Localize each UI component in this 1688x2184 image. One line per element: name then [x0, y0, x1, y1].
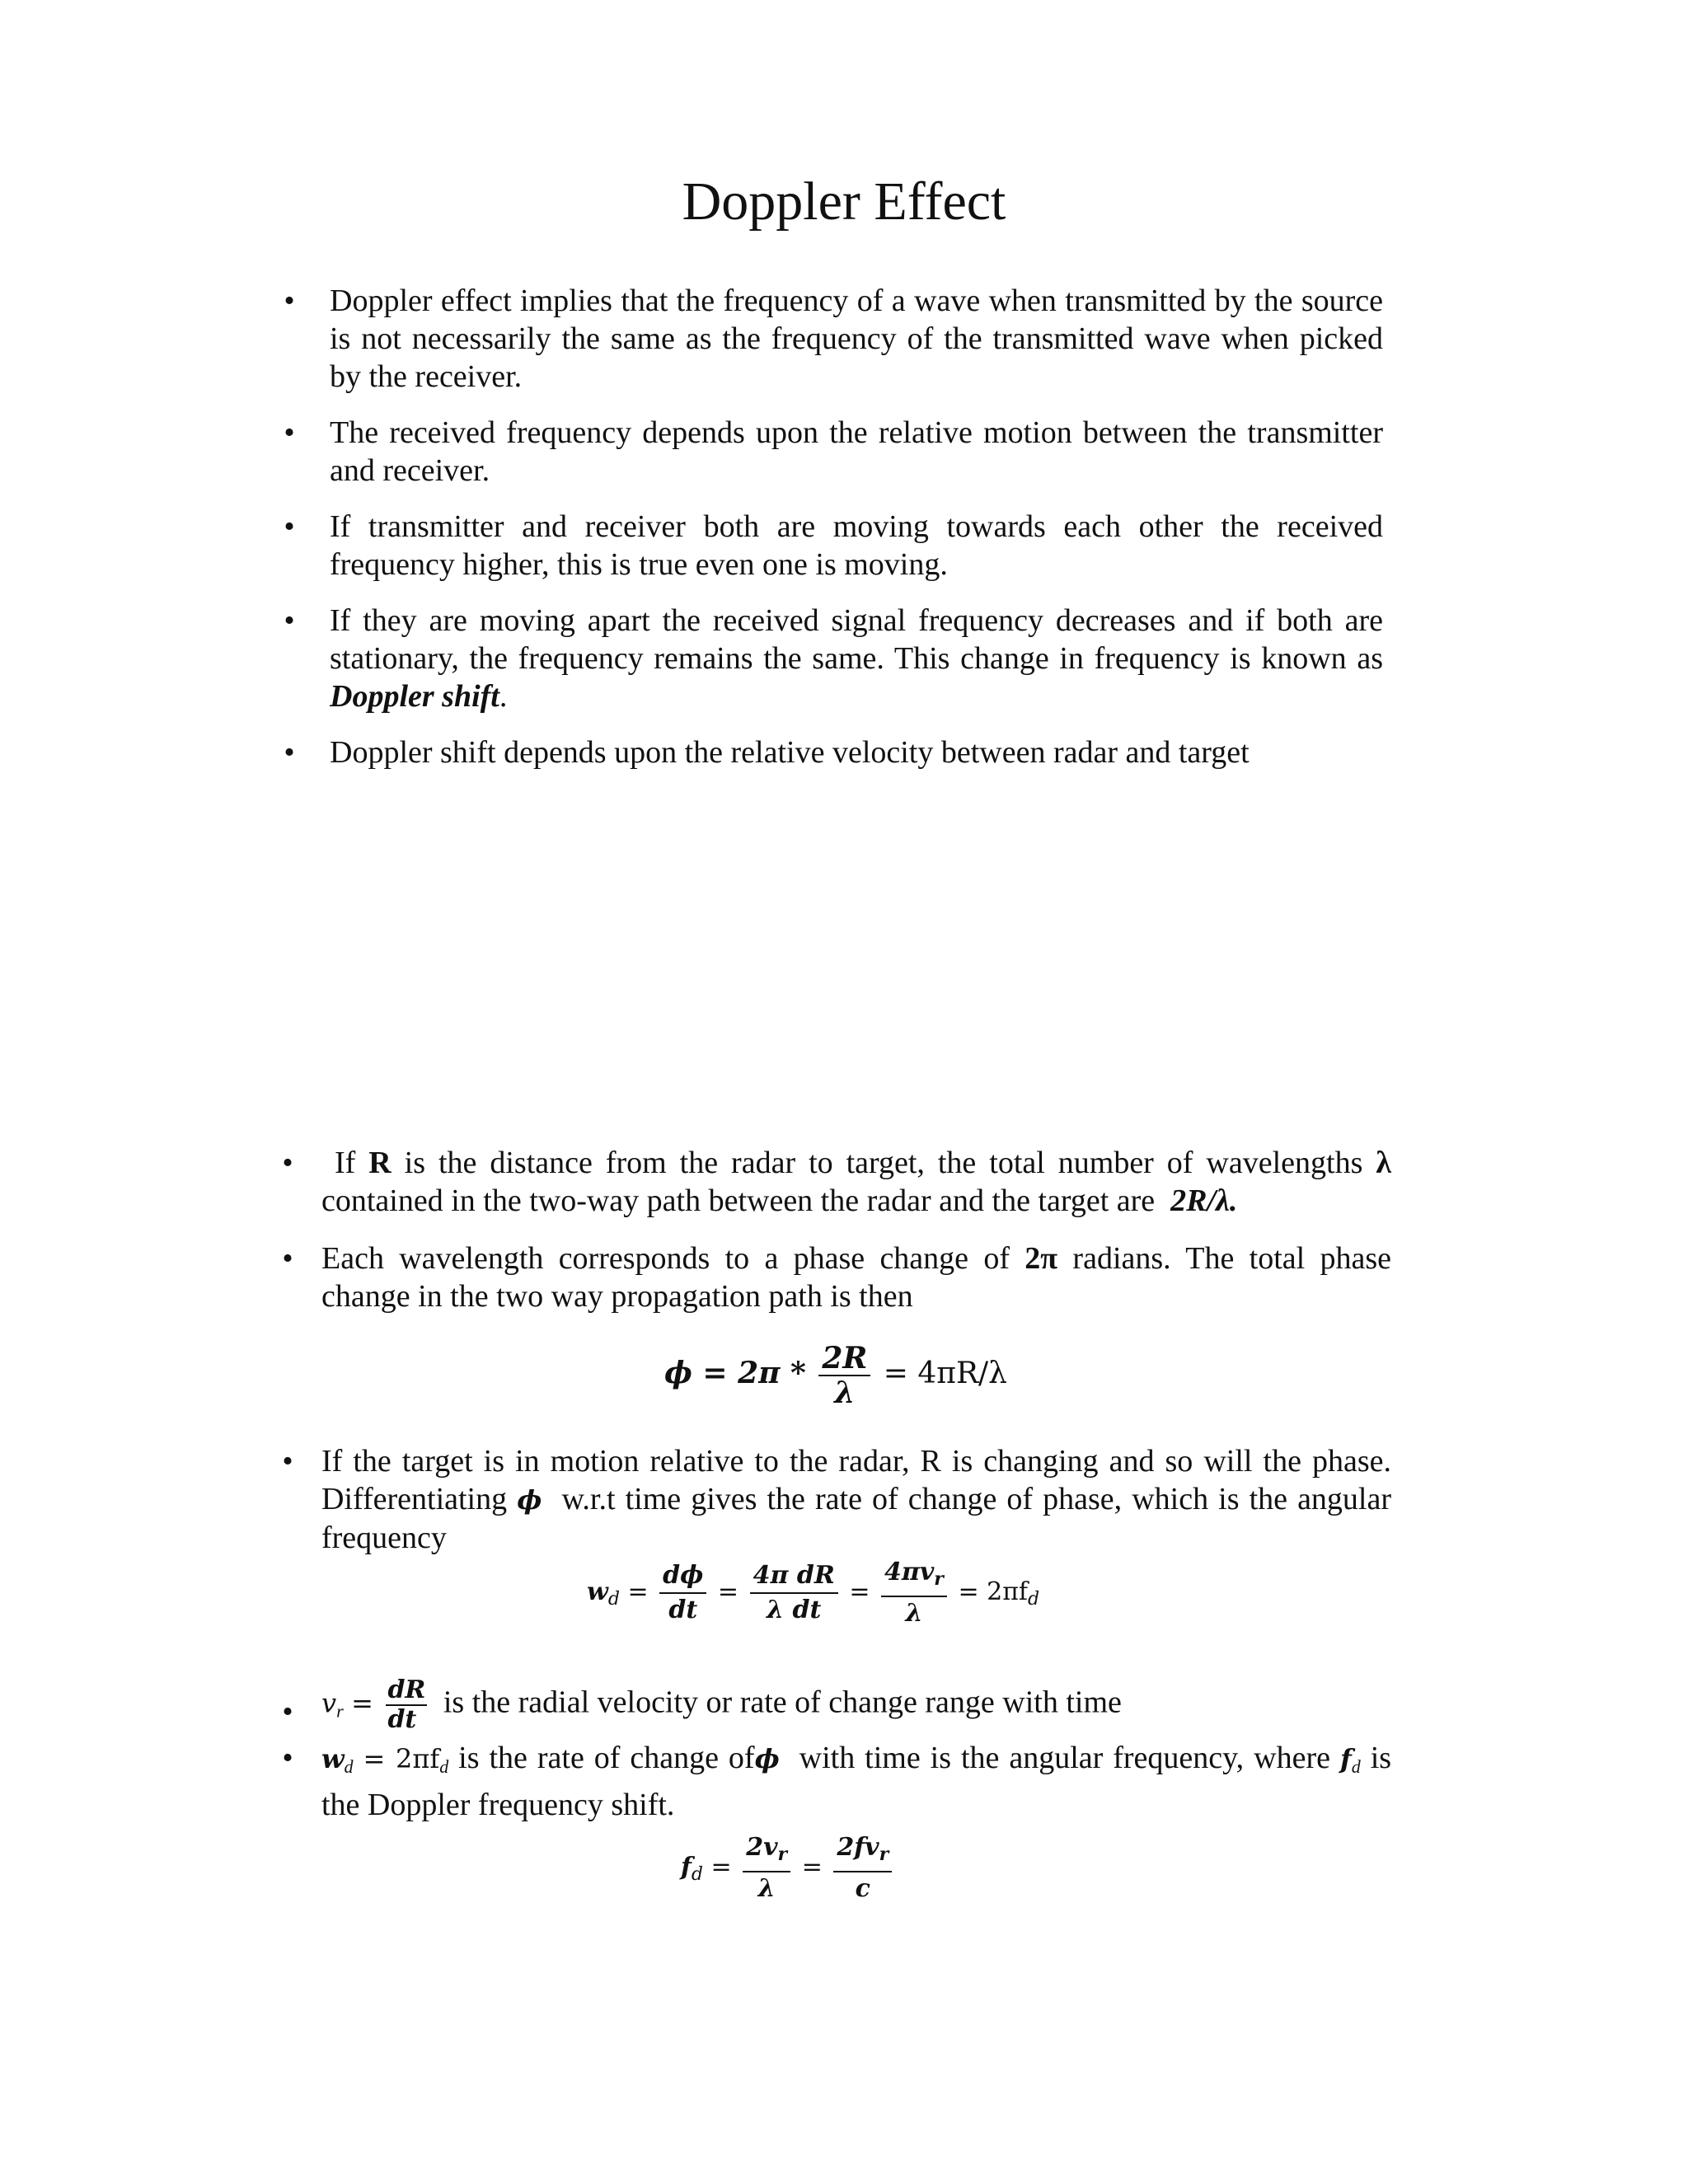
bullet-text: If R is the distance from the radar to target, the total number of wavelengths λ contained in the two-way path between the radar and the target are 2R/λ.	[321, 1146, 1392, 1218]
bullet-text: Doppler effect implies that the frequency of a wave when transmitted by the source is not necessarily the same as the frequency of the transmitted wave when picked by the receiver.	[330, 284, 1383, 394]
bullet-dot: •	[282, 1444, 293, 1479]
phi-symbol: ϕ	[517, 1484, 542, 1516]
lambda-symbol: λ	[1376, 1146, 1392, 1180]
doppler-shift-term: Doppler shift	[330, 679, 499, 714]
bullet-distance-R	[282, 1144, 1392, 1220]
bullet-phase-change	[282, 1240, 1391, 1315]
bullet-text: Each wavelength corresponds to a phase change of 2π radians. The total phase change in the two way propagation path is then	[321, 1241, 1391, 1314]
fraction-2R-lambda: $\frac{2R}{\lambda}$	[818, 1342, 870, 1409]
bullet-doppler-definition	[284, 282, 1383, 396]
equation-doppler-frequency: $f_d$ = $\frac{2v_r}{\lambda}$ = $\frac{2fv_r}{c}$	[681, 1831, 895, 1905]
bullet-text: $v_r$ = $\frac{dR}{dt}$ is the radial velocity or rate of change range with time	[321, 1675, 1122, 1734]
equation-phase: ϕ = 2π * $\frac{2R}{\lambda}$ = 4πR/λ	[664, 1341, 1007, 1410]
fraction-4pi-vr: $\frac{4\pi v_r}{\lambda}$	[881, 1556, 947, 1630]
bullet-target-motion	[282, 1442, 1392, 1557]
bullet-doppler-frequency-shift	[282, 1739, 1392, 1824]
bullet-relative-motion	[284, 414, 1383, 490]
page-title: Doppler Effect	[682, 171, 1006, 232]
bullet-dot: •	[282, 1241, 293, 1276]
bullet-text: Doppler shift depends upon the relative velocity between radar and target	[330, 735, 1250, 770]
bullet-radial-velocity	[282, 1675, 1391, 1734]
bullet-moving-towards	[284, 508, 1383, 583]
bullet-dot: •	[282, 1146, 293, 1180]
bullet-dot: •	[282, 1694, 293, 1729]
bullet-dot: •	[284, 603, 295, 638]
fraction-dphi-dt: $\frac{d\phi}{dt}$	[659, 1559, 706, 1627]
equation-angular-frequency: $w_d$ = $\frac{d\phi}{dt}$ = $\frac{\text{4π dR}}{\text{λ dt}}$ = $\frac{4\pi v_r}{\lambda}$ = $2\pi f_d$	[587, 1556, 1039, 1630]
bullet-dot: •	[284, 415, 295, 450]
fraction-2fvr-c: $\frac{2fv_r}{c}$	[833, 1831, 892, 1905]
bullet-text: If transmitter and receiver both are moving towards each other the received frequency higher, this is true even one is moving.	[330, 509, 1383, 582]
bullet-text-main: If they are moving apart the received signal frequency decreases and if both are stationary, the frequency remains the same. This change in frequency is known as	[330, 603, 1383, 676]
bullet-text: The received frequency depends upon the relative motion between the transmitter and receiver.	[330, 415, 1383, 488]
bullet-moving-apart	[284, 602, 1383, 715]
range-symbol: R	[368, 1146, 392, 1180]
bullet-dot: •	[284, 735, 295, 770]
two-pi-symbol: 2π	[1025, 1241, 1058, 1276]
wavelength-ratio: 2R/λ.	[1170, 1183, 1238, 1218]
bullet-dot: •	[284, 509, 295, 544]
bullet-dot: •	[284, 284, 295, 318]
bullet-text: $w_d = 2\pi f_d$ is the rate of change ofϕ with time is the angular frequency, where $f_d$ is the Doppler frequency shift.	[321, 1741, 1392, 1822]
fraction-dR-dt: $\frac{dR}{dt}$	[387, 1675, 426, 1734]
fraction-4pi-dR: $\frac{\text{4π dR}}{\text{λ dt}}$	[750, 1559, 838, 1627]
bullet-text: If the target is in motion relative to the radar, R is changing and so will the phase. Differentiating ϕ w.r.t time gives the rate of change of phase, which is the angular frequency	[321, 1444, 1392, 1555]
bullet-dot: •	[282, 1741, 293, 1775]
fraction-2vr-lambda: $\frac{2v_r}{\lambda}$	[743, 1831, 790, 1905]
bullet-text	[330, 602, 1383, 715]
period: .	[499, 679, 508, 714]
bullet-relative-velocity	[284, 733, 1383, 771]
